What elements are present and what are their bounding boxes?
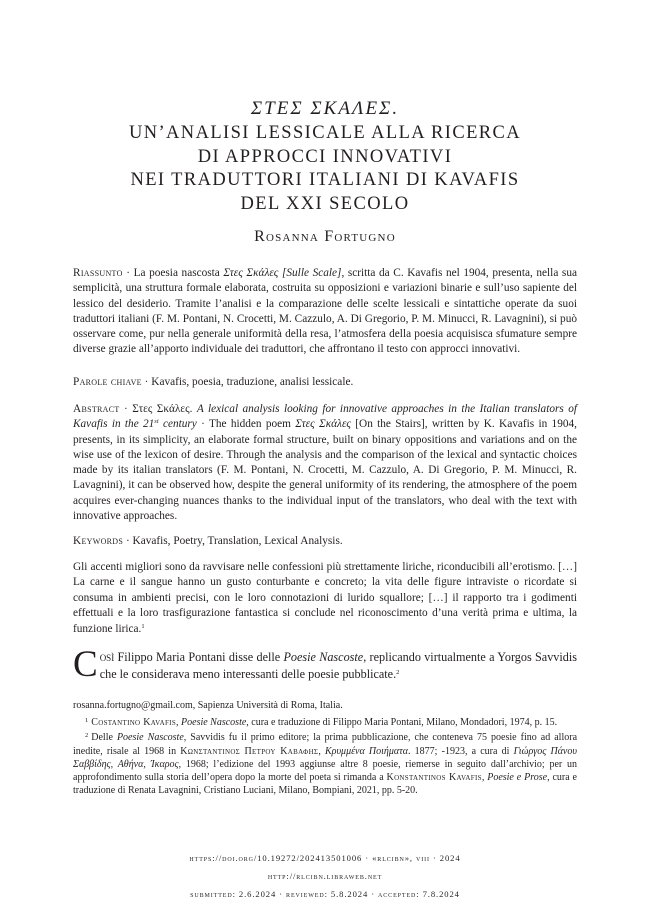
doi-line: https://doi.org/10.19272/202413501006 · «rlcibn», viii · 2024	[189, 853, 461, 863]
footnote-2: $^2$ Delle Poesie Nascoste, Savvidis fu il primo editore; la prima pubblicazione, che conteneva 75 poesie fino ad allora inedite, risale al 1968 in Κωνσταντινος Πετρου Καβαφης, Κρυμμένα Ποιήματα. 1877; -1923, a cura di Γιώργος Πάνου Σαββίδης, Αθήνα, Ίκαρος, 1968; l’edizione del 1993 aggiunse altre 8 poesie, riemerse in seguito dall’archivio; per un approfondimento sulla storia dell’opera dopo la morte del poeta si rimanda a Konstantinos Kavafis, Poesie e Prose, cura e traduzione di Renata Lavagnini, Cristiano Luciani, Milano, Bompiani, 2021, pp. 5-20.	[73, 732, 578, 797]
parole-chiave-label: Parole chiave	[73, 376, 142, 388]
journal-url: http://rlcibn.libraweb.net	[267, 871, 383, 881]
title-line-4: DEL XXI SECOLO	[240, 193, 410, 214]
footnote-ref-1: 1	[141, 622, 145, 630]
body-paragraph: Così Filippo Maria Pontani disse delle Poesie Nascoste, replicando virtualmente a Yorgos Savvidis che le considerava meno interessanti delle poesie pubblicate.$^2$	[73, 644, 577, 685]
title-line-1: UN’ANALISI LESSICALE ALLA RICERCA	[128, 123, 522, 143]
parole-chiave-paragraph: Parole chiave · Kavafis, poesia, traduzione, analisi lessicale.	[73, 376, 354, 388]
footnotes	[73, 699, 577, 797]
title-line-2: DI APPROCCI INNOVATIVI	[197, 146, 453, 167]
abstract-paragraph: Abstract · Στες Σκάλες. A lexical analysis looking for innovative approaches in the Italian translators of Kavafis in the 21st century · The hidden poem Στες Σκάλες [On the Stairs], written by K. Kavafis in 1904, presents, in its simplicity, an elaborate formal structure, built on binary oppositions and variations and on the wise use of the lexicon of desire. Through the analysis and the comparison of the lexical and syntactic choices made by its italian translators (F. M. Pontani, N. Crocetti, M. Cazzulo, A. Di Gregorio, P. M. Minucci, R. Lavagnini), it can be observed how, despite the general uniformity of its rendering, the atmosphere of the poem acquires ever-changing nuances thanks to the individual input of the translators, who deal with the text with innovative approaches.	[73, 403, 577, 523]
drop-cap: C	[73, 644, 98, 685]
footnote-1: $^1$ Costantino Kavafis, Poesie Nascoste, cura e traduzione di Filippo Maria Pontani, Milano, Mondadori, 1974, p. 15.	[85, 717, 558, 729]
riassunto-paragraph: Riassunto · La poesia nascosta Στες Σκάλες [Sulle Scale], scritta da C. Kavafis nel 1904, presenta, nella sua semplicità, una struttura formale elaborata, costruita su opposizioni e variazioni binarie e sull’uso sapiente del lessico del desiderio. Tramite l’analisi e la comparazione delle scelte lessicali e sintattiche operate da suoi traduttori italiani (F. M. Pontani, N. Crocetti, M. Cazzulo, A. Di Gregorio, P. M. Minucci, R. Lavagnini), si può osservare come, pur nella generale uniformità della resa, l’atmosfera della poesia acquisisca sfumature sempre diverse grazie all’apporto individuale dei traduttori, che affrontano il testo con approcci innovativi.	[73, 267, 577, 356]
title-block	[60, 96, 590, 246]
keywords-paragraph: Keywords · Kavafis, Poetry, Translation, Lexical Analysis.	[73, 535, 343, 547]
title-line-3: NEI TRADUTTORI ITALIANI DI KAVAFIS	[130, 170, 520, 190]
footnote-ref-2: 2	[396, 669, 400, 676]
poem-title-greek: Στες Σκάλες	[223, 267, 279, 279]
keywords-label: Keywords	[73, 535, 124, 547]
author-name: Rosanna Fortugno	[254, 228, 396, 245]
epigraph-quote: Gli accenti migliori sono da ravvisare nelle confessioni più strettamente liriche, riconducibili all’erotismo. […] La carne e il sangue hanno un gusto conturbante e concreto; la vita delle figure intraviste o ricordate si consuma in ambienti precisi, con le loro connotazioni di lurido squallore; […] il rapporto tra i godimenti effettuali e la loro trasfigurazione fantastica si conclude nel riconoscimento d’una verità prima e ultima, la funzione lirica.$^1$	[73, 561, 577, 635]
riassunto-label: Riassunto	[73, 267, 123, 279]
affiliation-note: rosanna.fortugno@gmail.com, Sapienza Università di Roma, Italia.	[73, 700, 343, 711]
submission-dates: submitted: 2.6.2024 · reviewed: 5.8.2024 · accepted: 7.8.2024	[190, 889, 460, 899]
greek-title: ΣΤΕΣ ΣΚΑΛΕΣ.	[250, 98, 400, 119]
abstract-label: Abstract	[73, 403, 120, 415]
